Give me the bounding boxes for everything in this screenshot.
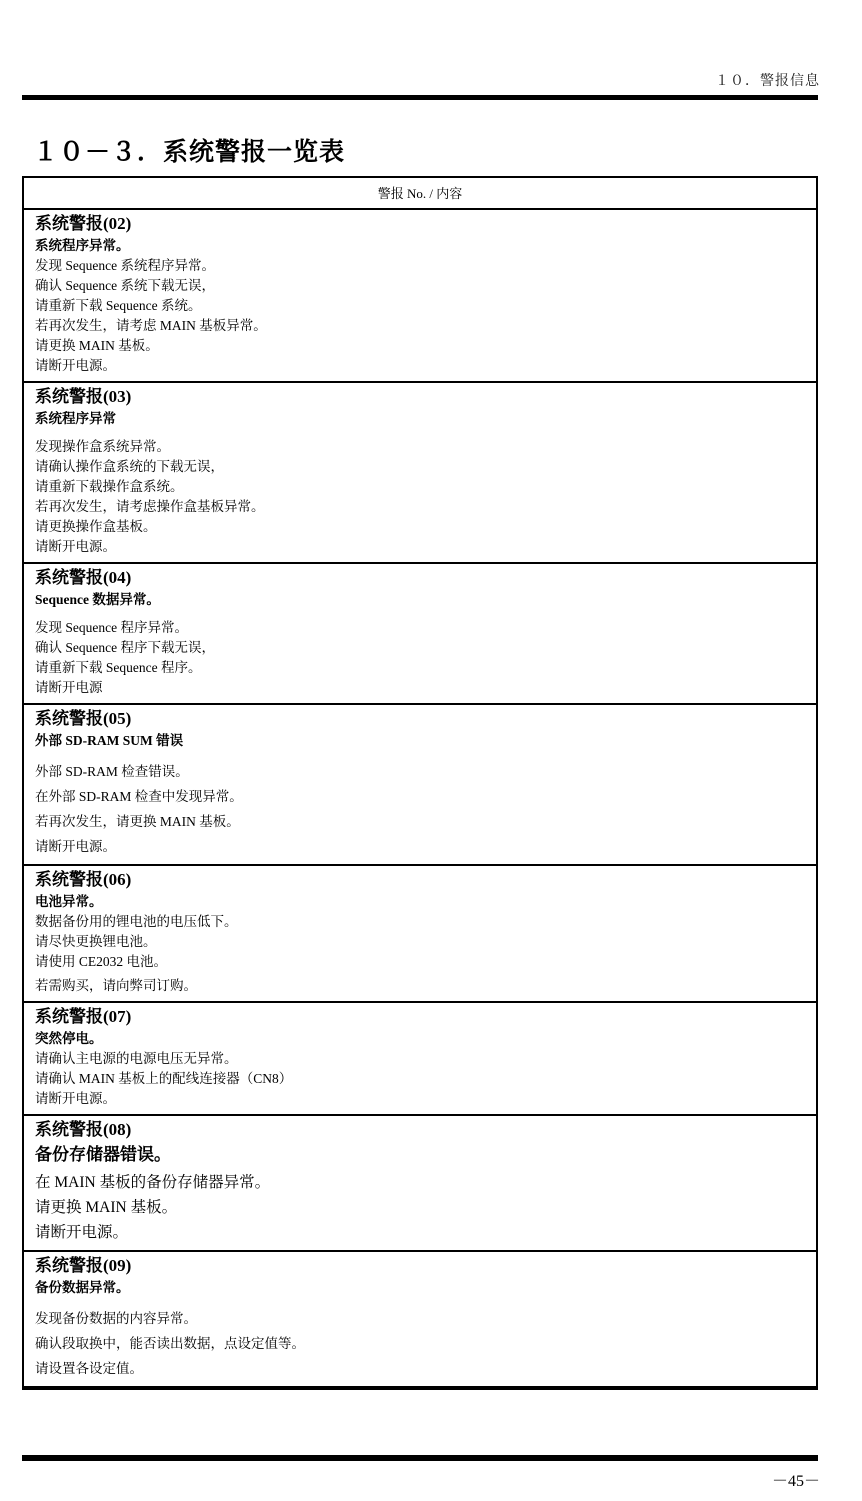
alarm-line: 请设置各设定值。 [35, 1361, 143, 1376]
alarm-line: 确认 Sequence 程序下载无误， [35, 640, 215, 655]
alarm-line: 发现 Sequence 程序异常。 [35, 620, 188, 635]
alarm-row-02 [24, 210, 816, 383]
alarm-subtitle: 系统程序异常。 [35, 238, 130, 253]
alarm-line: 若再次发生，请更换 MAIN 基板。 [35, 814, 240, 829]
alarm-heading: 系统警报(07) [35, 1007, 132, 1026]
alarm-heading: 系统警报(03) [35, 387, 132, 406]
alarm-description [35, 759, 805, 859]
alarm-line: 请断开电源。 [35, 1224, 129, 1241]
alarm-line: 若需购买，请向弊司订购。 [35, 978, 197, 993]
alarm-row-09 [24, 1252, 816, 1386]
alarm-description [35, 912, 805, 996]
alarm-description [35, 437, 805, 557]
alarm-subtitle: 突然停电。 [35, 1031, 103, 1046]
alarm-line: 请更换 MAIN 基板。 [35, 338, 159, 353]
alarm-line: 请使用 CE2032 电池。 [35, 954, 168, 969]
alarm-description [35, 1049, 805, 1109]
alarm-line: 外部 SD-RAM 检查错误。 [35, 764, 189, 779]
alarm-description [35, 1306, 805, 1381]
footer-rule [22, 1455, 818, 1461]
alarm-line: 请重新下载操作盒系统。 [35, 479, 184, 494]
alarm-line: 请断开电源。 [35, 839, 116, 854]
running-header: １０．警报信息 [715, 74, 820, 89]
header-rule [22, 95, 818, 100]
alarm-line: 若再次发生，请考虑操作盒基板异常。 [35, 499, 265, 514]
alarm-line: 发现 Sequence 系统程序异常。 [35, 258, 215, 273]
alarm-line: 请重新下载 Sequence 系统。 [35, 298, 202, 313]
table-header: 警报 No. / 内容 [24, 178, 816, 210]
alarm-line: 确认 Sequence 系统下载无误， [35, 278, 215, 293]
alarm-row-06 [24, 866, 816, 1003]
alarm-line: 确认段取换中，能否读出数据，点设定值等。 [35, 1336, 305, 1351]
alarm-line: 请断开电源 [35, 680, 103, 695]
alarm-description [35, 1170, 805, 1245]
page-number: －45－ [771, 1473, 820, 1490]
alarm-heading: 系统警报(08) [35, 1120, 132, 1139]
alarm-line: 请确认主电源的电源电压无异常。 [35, 1051, 238, 1066]
alarm-line: 请断开电源。 [35, 358, 116, 373]
alarm-heading: 系统警报(04) [35, 568, 132, 587]
alarm-line: 请确认操作盒系统的下载无误， [35, 459, 224, 474]
alarm-line: 请断开电源。 [35, 539, 116, 554]
alarm-line: 发现备份数据的内容异常。 [35, 1311, 197, 1326]
alarm-line: 请断开电源。 [35, 1091, 116, 1106]
alarm-row-05 [24, 705, 816, 866]
alarm-subtitle: 系统程序异常 [35, 411, 116, 426]
alarm-line: 请更换 MAIN 基板。 [35, 1199, 178, 1216]
alarm-line: 请确认 MAIN 基板上的配线连接器（CN8） [35, 1071, 293, 1086]
alarm-heading: 系统警报(09) [35, 1256, 132, 1275]
alarm-line: 在 MAIN 基板的备份存储器异常。 [35, 1174, 271, 1191]
alarm-line: 在外部 SD-RAM 检查中发现异常。 [35, 789, 243, 804]
alarm-row-03 [24, 383, 816, 564]
alarm-line: 发现操作盒系统异常。 [35, 439, 170, 454]
alarm-line: 若再次发生，请考虑 MAIN 基板异常。 [35, 318, 267, 333]
alarm-line: 数据备份用的锂电池的电压低下。 [35, 914, 238, 929]
alarm-subtitle: 电池异常。 [35, 894, 103, 909]
alarm-subtitle: 备份数据异常。 [35, 1280, 130, 1295]
alarm-table [22, 176, 818, 1390]
alarm-heading: 系统警报(05) [35, 709, 132, 728]
alarm-heading: 系统警报(06) [35, 870, 132, 889]
alarm-line: 请尽快更换锂电池。 [35, 934, 157, 949]
alarm-description [35, 256, 805, 376]
alarm-row-07 [24, 1003, 816, 1116]
alarm-line: 请更换操作盒基板。 [35, 519, 157, 534]
alarm-heading: 系统警报(02) [35, 214, 132, 233]
alarm-subtitle: 外部 SD-RAM SUM 错误 [35, 733, 184, 748]
alarm-subtitle: Sequence 数据异常。 [35, 592, 160, 607]
alarm-subtitle: 备份存储器错误。 [35, 1145, 171, 1164]
alarm-row-04 [24, 564, 816, 705]
alarm-description [35, 618, 805, 698]
page-title: １０－３．系统警报一览表 [33, 139, 346, 166]
alarm-row-08 [24, 1116, 816, 1252]
alarm-line: 请重新下载 Sequence 程序。 [35, 660, 202, 675]
